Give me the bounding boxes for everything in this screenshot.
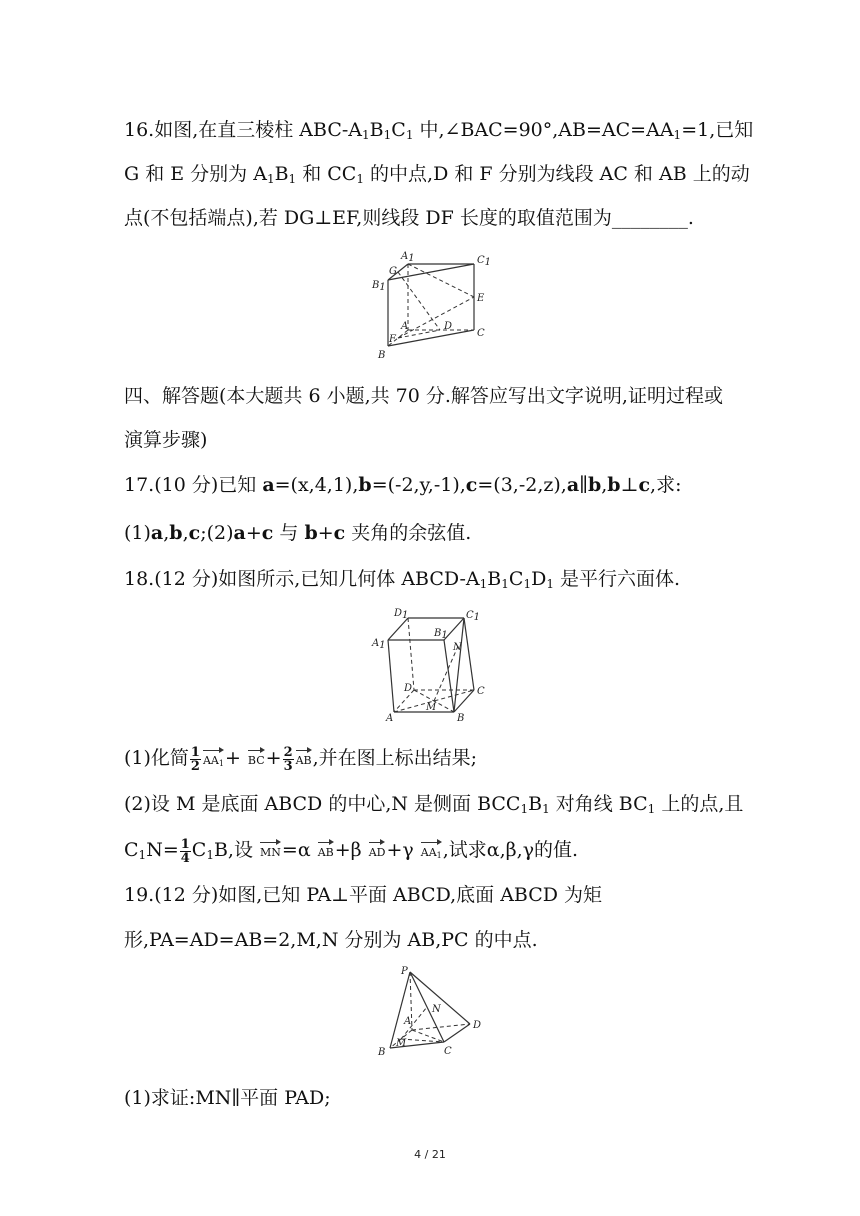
vector-AD: AD [369, 839, 386, 858]
section-4-line-2: 演算步骤) [124, 429, 208, 451]
label-D1: D1 [394, 608, 409, 621]
label-F: F [389, 334, 396, 345]
page-number: 4 / 21 [414, 1148, 446, 1161]
vector-AA1-2: $AA_1$ [421, 839, 442, 858]
label-D: D [404, 683, 413, 694]
q19-line-1: 19.(12 分)如图,已知 PA⊥平面 ABCD,底面 ABCD 为矩 [124, 884, 603, 906]
q17-line-2: (1)a,b,c;(2)a+c 与 b+c 夹角的余弦值. [124, 522, 472, 544]
label-N: N [432, 1004, 441, 1015]
label-C: C [444, 1046, 452, 1057]
label-C: C [477, 686, 485, 697]
pyramid-figure [372, 962, 492, 1062]
label-D: D [473, 1020, 482, 1031]
vector-AB: AB [296, 747, 312, 766]
vector-AB-2: AB [318, 839, 334, 858]
vector-MN: MN [260, 839, 281, 858]
label-A: A [404, 1016, 412, 1027]
label-C1: C1 [466, 610, 481, 623]
label-A: A [386, 713, 394, 724]
q16-line-1: 16.如图,在直三棱柱 ABC-$A_1B_1C_1$ 中$,\angle BAC=90^\circ,AB=AC=AA_1=1$,已知 [124, 119, 754, 142]
label-B1: B1 [434, 628, 448, 641]
prism-figure [368, 250, 498, 365]
fraction-one-quarter: $\frac{1}{4}$ [180, 836, 190, 866]
q16-line-3: 点(不包括端点),若 DG⊥EF,则线段 DF 长度的取值范围为________. [124, 207, 694, 229]
parallelepiped-figure [368, 604, 498, 724]
fraction-one-half: $\frac{1}{2}$ [190, 744, 200, 774]
label-D: D [444, 321, 453, 332]
label-E: E [477, 293, 485, 304]
label-C1: C1 [477, 255, 492, 268]
label-B: B [378, 350, 386, 361]
q18-line-1: 18.(12 分)如图所示,已知几何体 ABCD-$A_1B_1C_1D_1$ 是平行六面体. [124, 568, 681, 591]
q16-line-2: G 和 E 分别为 $A_1B_1$ 和 $CC_1$ 的中点,D 和 F 分别为线段 AC 和 AB 上的动 [124, 163, 750, 186]
label-A: A [401, 321, 409, 332]
section-4-line-1: 四、解答题(本大题共 6 小题,共 70 分.解答应写出文字说明,证明过程或 [124, 385, 723, 407]
q17-line-1: 17.(10 分)已知 a=(x,4,1),b=(-2,y,-1),c=(3,-2,z),a∥b,b⊥c,求: [124, 474, 682, 496]
label-G: G [389, 266, 397, 277]
q19-line-2: 形,PA=AD=AB=2,M,N 分别为 AB,PC 的中点. [124, 929, 538, 951]
q18-part-2-line-2: $C_1N=$ $\frac{1}{4}$ $C_1B$,设 MN=α AB+β AD+γ $AA_1$,试求α,β,γ的值. [124, 836, 579, 866]
label-B: B [378, 1047, 386, 1058]
vector-AA1: $AA_1$ [203, 747, 224, 766]
label-N: N [453, 642, 462, 653]
label-B: B [457, 713, 465, 724]
q19-part-1: (1)求证:MN∥平面 PAD; [124, 1087, 331, 1109]
label-B1: B1 [372, 280, 386, 293]
label-A1: A1 [372, 638, 386, 651]
q18-part-1: (1)化简 $\frac{1}{2}$ $AA_1+$ BC+ $\frac{2}{3}$ AB,并在图上标出结果; [124, 744, 478, 774]
label-A1: A1 [401, 251, 415, 264]
label-C: C [477, 328, 485, 339]
label-P: P [401, 966, 408, 977]
fraction-two-thirds: $\frac{2}{3}$ [283, 744, 293, 774]
vector-BC: BC [248, 747, 265, 766]
q18-part-2-line-1: (2)设 M 是底面 ABCD 的中心,N 是侧面 $BCC_1B_1$ 对角线 $BC_1$ 上的点,且 [124, 793, 744, 816]
label-M: M [426, 702, 437, 713]
label-M: M [396, 1038, 407, 1049]
